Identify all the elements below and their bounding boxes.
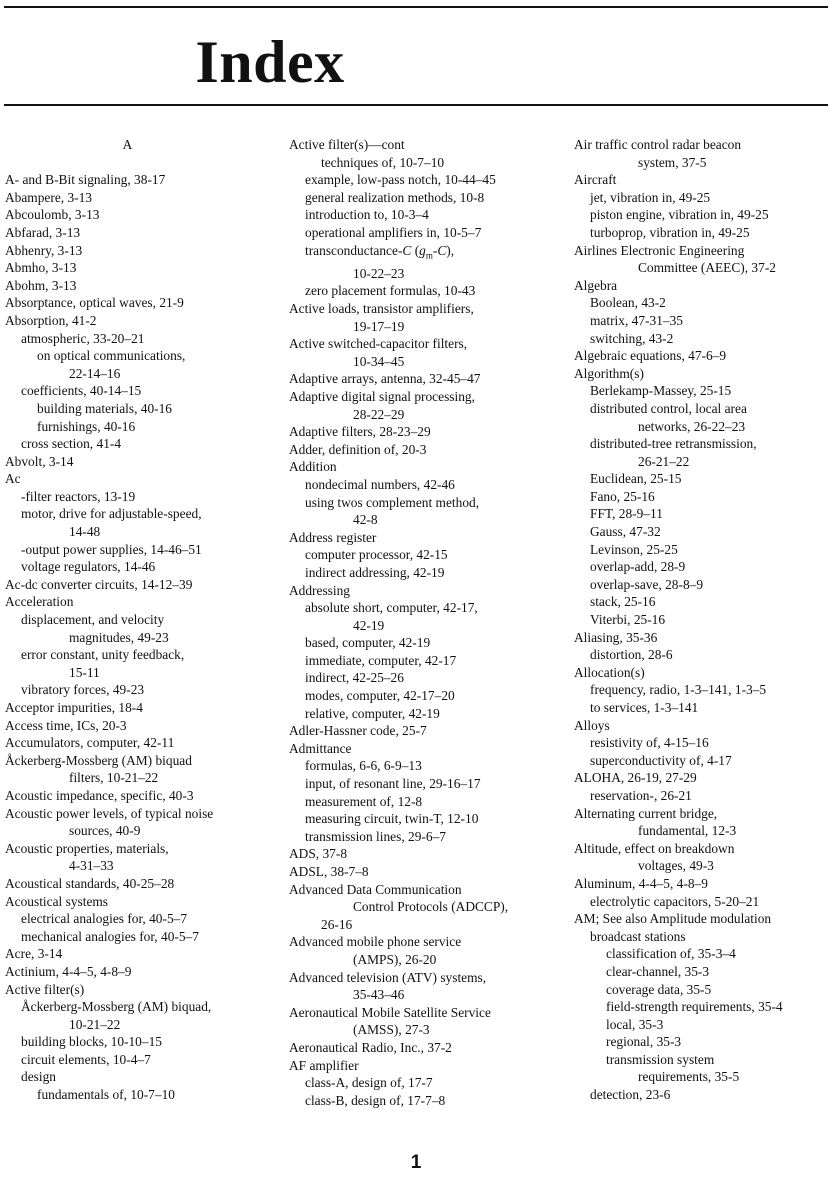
index-entry: Acceleration bbox=[5, 594, 74, 610]
index-column-2 bbox=[289, 136, 554, 1109]
index-entry: AM; See also Amplitude modulation bbox=[574, 911, 772, 927]
index-entry: Advanced television (ATV) systems, bbox=[289, 969, 487, 985]
index-entry: displacement, and velocity bbox=[21, 612, 165, 628]
index-entry: Abampere, 3-13 bbox=[5, 189, 93, 205]
index-entry: Berlekamp-Massey, 25-15 bbox=[590, 383, 732, 399]
index-entry: based, computer, 42-19 bbox=[305, 635, 431, 651]
index-entry: Ac bbox=[5, 471, 21, 487]
index-entry: introduction to, 10-3–4 bbox=[305, 207, 429, 223]
top-rule bbox=[4, 6, 828, 8]
index-entry: Algorithm(s) bbox=[574, 365, 644, 381]
index-entry: reservation-, 26-21 bbox=[590, 787, 692, 803]
index-entry: general realization methods, 10-8 bbox=[305, 189, 485, 205]
index-entry: measuring circuit, twin-T, 12-10 bbox=[305, 811, 479, 827]
index-entry: Access time, ICs, 20-3 bbox=[5, 717, 127, 733]
index-entry: techniques of, 10-7–10 bbox=[321, 154, 445, 170]
index-entry: system, 37-5 bbox=[638, 154, 707, 170]
index-entry: turboprop, vibration in, 49-25 bbox=[590, 224, 750, 240]
index-entry: Acoustical systems bbox=[5, 893, 109, 909]
index-column-3 bbox=[574, 136, 832, 1104]
index-entry: 14-48 bbox=[69, 524, 101, 540]
index-entry: Airlines Electronic Engineering bbox=[574, 242, 745, 258]
index-entry: Adaptive filters, 28-23–29 bbox=[289, 424, 431, 440]
index-entry: design bbox=[21, 1069, 56, 1085]
index-entry: zero placement formulas, 10-43 bbox=[305, 283, 476, 299]
index-entry: requirements, 35-5 bbox=[638, 1069, 740, 1085]
index-entry: coefficients, 40-14–15 bbox=[21, 383, 142, 399]
index-column-1 bbox=[5, 136, 270, 1104]
index-entry: Algebraic equations, 47-6–9 bbox=[574, 348, 727, 364]
index-entry: 19-17–19 bbox=[353, 318, 405, 334]
index-entry: Acoustical standards, 40-25–28 bbox=[5, 875, 175, 891]
index-entry: modes, computer, 42-17–20 bbox=[305, 688, 455, 704]
index-entry: immediate, computer, 42-17 bbox=[305, 652, 457, 668]
index-entry: magnitudes, 49-23 bbox=[69, 629, 169, 645]
index-entry: atmospheric, 33-20–21 bbox=[21, 330, 145, 346]
index-entry: cross section, 41-4 bbox=[21, 436, 122, 452]
index-entry: FFT, 28-9–11 bbox=[590, 506, 663, 522]
index-entry: Abcoulomb, 3-13 bbox=[5, 207, 100, 223]
index-entry: Advanced Data Communication bbox=[289, 881, 462, 897]
index-entry: using twos complement method, bbox=[305, 494, 480, 510]
index-entry: broadcast stations bbox=[590, 928, 686, 944]
index-entry: Adaptive digital signal processing, bbox=[289, 388, 475, 404]
index-entry: circuit elements, 10-4–7 bbox=[21, 1051, 151, 1067]
index-entry: -output power supplies, 14-46–51 bbox=[21, 541, 202, 557]
index-entry: building materials, 40-16 bbox=[37, 400, 172, 416]
index-entry: error constant, unity feedback, bbox=[21, 647, 185, 663]
index-entry: transmission system bbox=[606, 1051, 715, 1067]
index-entry: Active switched-capacitor filters, bbox=[289, 336, 468, 352]
index-entry: 10-22–23 bbox=[353, 265, 405, 281]
index-entry: Viterbi, 25-16 bbox=[590, 612, 666, 628]
index-entry: Active filter(s)—cont bbox=[289, 137, 405, 152]
index-entry: Boolean, 43-2 bbox=[590, 295, 666, 311]
title-rule bbox=[4, 104, 828, 106]
index-entry: ADSL, 38-7–8 bbox=[289, 864, 369, 880]
index-entry: Addressing bbox=[289, 582, 350, 598]
index-entry: example, low-pass notch, 10-44–45 bbox=[305, 172, 496, 188]
index-entry: Addition bbox=[289, 459, 337, 475]
index-entry: Abhenry, 3-13 bbox=[5, 242, 83, 258]
index-entry: filters, 10-21–22 bbox=[69, 770, 159, 786]
index-entry: Control Protocols (ADCCP), bbox=[353, 899, 509, 915]
index-entry: field-strength requirements, 35-4 bbox=[606, 999, 783, 1015]
index-entry: nondecimal numbers, 42-46 bbox=[305, 476, 455, 492]
index-entry: local, 35-3 bbox=[606, 1016, 664, 1032]
index-entry: operational amplifiers in, 10-5–7 bbox=[305, 224, 482, 240]
index-entry: 26-21–22 bbox=[638, 453, 690, 469]
index-entry: overlap-add, 28-9 bbox=[590, 559, 686, 575]
page-title: Index bbox=[195, 29, 345, 95]
index-entry: Aliasing, 35-36 bbox=[574, 629, 658, 645]
index-entry: Aeronautical Mobile Satellite Service bbox=[289, 1004, 491, 1020]
index-entry: superconductivity of, 4-17 bbox=[590, 752, 732, 768]
index-entry: class-A, design of, 17-7 bbox=[305, 1075, 433, 1091]
index-entry: -filter reactors, 13-19 bbox=[21, 488, 136, 504]
index-entry: computer processor, 42-15 bbox=[305, 547, 448, 563]
index-entry: classification of, 35-3–4 bbox=[606, 946, 736, 962]
index-entry: Alternating current bridge, bbox=[574, 805, 718, 821]
index-entry: fundamentals of, 10-7–10 bbox=[37, 1087, 175, 1103]
index-entry: Committee (AEEC), 37-2 bbox=[638, 260, 776, 276]
index-entry: Acoustic impedance, specific, 40-3 bbox=[5, 787, 194, 803]
index-entry: resistivity of, 4-15–16 bbox=[590, 735, 709, 751]
index-entry: networks, 26-22–23 bbox=[638, 418, 746, 434]
index-entry: Aeronautical Radio, Inc., 37-2 bbox=[289, 1039, 452, 1055]
index-entry: distortion, 28-6 bbox=[590, 647, 673, 663]
index-entry: Allocation(s) bbox=[574, 664, 645, 680]
index-entry: Abvolt, 3-14 bbox=[5, 453, 74, 469]
index-entry: (AMSS), 27-3 bbox=[353, 1022, 430, 1038]
index-entry: Admittance bbox=[289, 740, 352, 756]
index-entry: switching, 43-2 bbox=[590, 330, 674, 346]
index-entry: on optical communications, bbox=[37, 348, 186, 364]
index-entry: Abfarad, 3-13 bbox=[5, 224, 81, 240]
index-entry: 15-11 bbox=[69, 664, 100, 680]
index-entry: Accumulators, computer, 42-11 bbox=[5, 735, 175, 751]
index-entry: fundamental, 12-3 bbox=[638, 823, 737, 839]
index-entry: Acceptor impurities, 18-4 bbox=[5, 700, 143, 715]
index-entry: jet, vibration in, 49-25 bbox=[590, 189, 711, 205]
index-entry: overlap-save, 28-8–9 bbox=[590, 576, 704, 592]
index-entry: frequency, radio, 1-3–141, 1-3–5 bbox=[590, 682, 767, 698]
index-entry: building blocks, 10-10–15 bbox=[21, 1034, 162, 1050]
index-entry: (AMPS), 26-20 bbox=[353, 951, 437, 967]
index-entry: A- and B-Bit signaling, 38-17 bbox=[5, 172, 166, 188]
index-entry: electrical analogies for, 40-5–7 bbox=[21, 911, 188, 927]
index-entry: Algebra bbox=[574, 277, 618, 293]
index-entry: input, of resonant line, 29-16–17 bbox=[305, 776, 481, 792]
index-entry: Adder, definition of, 20-3 bbox=[289, 441, 427, 457]
index-entry: 10-21–22 bbox=[69, 1016, 121, 1032]
index-entry: motor, drive for adjustable-speed, bbox=[21, 506, 202, 522]
index-entry: measurement of, 12-8 bbox=[305, 793, 423, 809]
index-entry: coverage data, 35-5 bbox=[606, 981, 712, 997]
index-entry: Åckerberg-Mossberg (AM) biquad, bbox=[21, 999, 212, 1015]
index-entry: ADS, 37-8 bbox=[289, 846, 348, 862]
index-entry: Active filter(s) bbox=[5, 981, 85, 997]
index-entry: Altitude, effect on breakdown bbox=[574, 840, 735, 856]
index-entry: voltage regulators, 14-46 bbox=[21, 559, 156, 575]
index-entry: 28-22–29 bbox=[353, 406, 405, 422]
index-entry: Active loads, transistor amplifiers, bbox=[289, 301, 474, 317]
index-entry: vibratory forces, 49-23 bbox=[21, 682, 145, 698]
index-entry: relative, computer, 42-19 bbox=[305, 705, 440, 721]
section-letter: A bbox=[122, 137, 133, 152]
index-entry: 4-31–33 bbox=[69, 858, 114, 874]
index-entry: Gauss, 47-32 bbox=[590, 524, 661, 540]
index-entry: to services, 1-3–141 bbox=[590, 700, 699, 715]
index-entry: transconductance-C $(g_m-C)$, bbox=[305, 242, 455, 261]
index-entry: Acoustic properties, materials, bbox=[5, 840, 169, 856]
index-entry: Adaptive arrays, antenna, 32-45–47 bbox=[289, 371, 481, 387]
index-entry: piston engine, vibration in, 49-25 bbox=[590, 207, 769, 223]
index-entry: 26-16 bbox=[321, 916, 353, 932]
index-entry: Address register bbox=[289, 529, 377, 545]
index-entry: Åckerberg-Mossberg (AM) biquad bbox=[5, 752, 192, 768]
index-entry: Absorption, 41-2 bbox=[5, 312, 97, 328]
index-entry: indirect addressing, 42-19 bbox=[305, 564, 445, 580]
index-entry: matrix, 47-31–35 bbox=[590, 312, 683, 328]
index-entry: Aircraft bbox=[574, 172, 617, 188]
index-entry: class-B, design of, 17-7–8 bbox=[305, 1092, 446, 1108]
index-entry: indirect, 42-25–26 bbox=[305, 670, 404, 686]
index-entry: formulas, 6-6, 6-9–13 bbox=[305, 758, 422, 774]
index-entry: 42-19 bbox=[353, 617, 385, 633]
index-entry: ALOHA, 26-19, 27-29 bbox=[574, 770, 697, 786]
index-entry: Adler-Hassner code, 25-7 bbox=[289, 723, 427, 739]
index-entry: distributed control, local area bbox=[590, 400, 747, 416]
index-entry: Fano, 25-16 bbox=[590, 488, 655, 504]
index-entry: absolute short, computer, 42-17, bbox=[305, 600, 478, 616]
index-entry: mechanical analogies for, 40-5–7 bbox=[21, 928, 199, 944]
index-entry: Acoustic power levels, of typical noise bbox=[5, 805, 214, 821]
page-number: 1 bbox=[410, 1152, 422, 1173]
index-entry: Absorptance, optical waves, 21-9 bbox=[5, 295, 184, 311]
index-entry: transmission lines, 29-6–7 bbox=[305, 828, 446, 844]
index-entry: voltages, 49-3 bbox=[638, 858, 714, 874]
index-entry: Abmho, 3-13 bbox=[5, 260, 77, 276]
index-entry: AF amplifier bbox=[289, 1057, 359, 1073]
index-entry: 35-43–46 bbox=[353, 987, 405, 1003]
index-entry: Actinium, 4-4–5, 4-8–9 bbox=[5, 963, 132, 979]
index-entry: 22-14–16 bbox=[69, 365, 121, 381]
index-entry: Euclidean, 25-15 bbox=[590, 471, 682, 487]
index-entry: Air traffic control radar beacon bbox=[574, 137, 742, 152]
index-entry: Aluminum, 4-4–5, 4-8–9 bbox=[574, 875, 708, 891]
index-entry: clear-channel, 35-3 bbox=[606, 963, 710, 979]
index-entry: electrolytic capacitors, 5-20–21 bbox=[590, 893, 760, 909]
index-entry: Levinson, 25-25 bbox=[590, 541, 678, 557]
index-entry: Abohm, 3-13 bbox=[5, 277, 77, 293]
index-entry: 42-8 bbox=[353, 512, 378, 528]
index-entry: stack, 25-16 bbox=[590, 594, 656, 610]
index-entry: furnishings, 40-16 bbox=[37, 418, 136, 434]
index-entry: Advanced mobile phone service bbox=[289, 934, 462, 950]
index-entry: Acre, 3-14 bbox=[5, 946, 63, 962]
index-entry: distributed-tree retransmission, bbox=[590, 436, 757, 452]
index-entry: Alloys bbox=[574, 717, 610, 733]
index-entry: regional, 35-3 bbox=[606, 1034, 682, 1050]
index-entry: Ac-dc converter circuits, 14-12–39 bbox=[5, 576, 193, 592]
index-entry: detection, 23-6 bbox=[590, 1087, 671, 1103]
index-entry: sources, 40-9 bbox=[69, 823, 141, 839]
index-entry: 10-34–45 bbox=[353, 353, 405, 369]
